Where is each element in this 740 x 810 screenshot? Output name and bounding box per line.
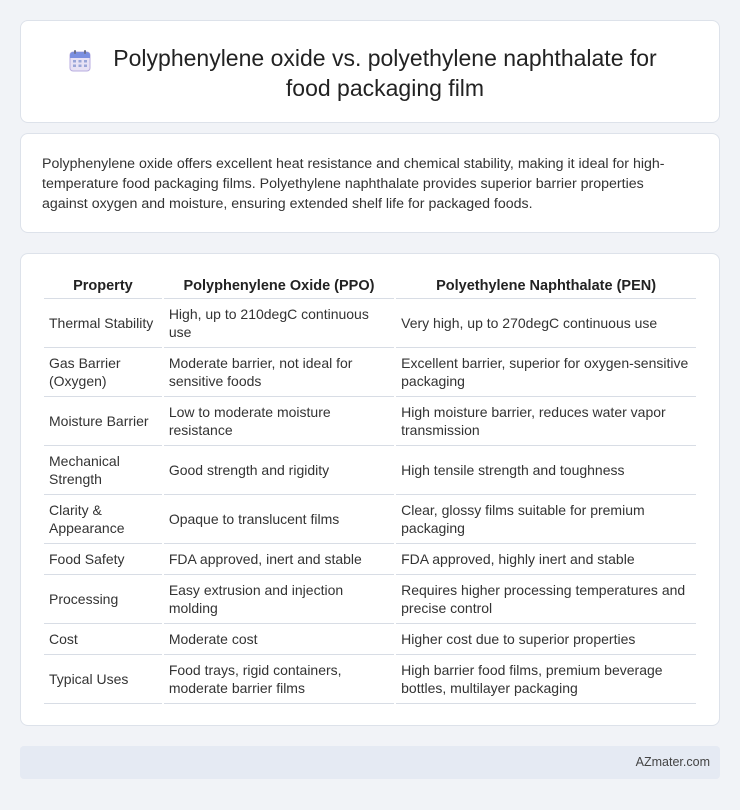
- ppo-cell: Easy extrusion and injection molding: [164, 575, 394, 624]
- property-cell: Gas Barrier (Oxygen): [44, 348, 162, 397]
- property-cell: Food Safety: [44, 544, 162, 575]
- pen-cell: High tensile strength and toughness: [396, 446, 696, 495]
- title-card: [20, 20, 720, 123]
- pen-cell: Excellent barrier, superior for oxygen-sensitive packaging: [396, 348, 696, 397]
- page-title: Polyphenylene oxide vs. polyethylene naphthalate for food packaging film: [113, 45, 657, 101]
- pen-cell: High moisture barrier, reduces water vapor transmission: [396, 397, 696, 446]
- table-row: [44, 446, 696, 495]
- pen-cell: Clear, glossy films suitable for premium packaging: [396, 495, 696, 544]
- ppo-cell: High, up to 210degC continuous use: [164, 299, 394, 348]
- property-cell: Typical Uses: [44, 655, 162, 704]
- property-cell: Thermal Stability: [44, 299, 162, 348]
- ppo-cell: Moderate cost: [164, 624, 394, 655]
- table-row: [44, 624, 696, 655]
- property-cell: Cost: [44, 624, 162, 655]
- ppo-cell: Good strength and rigidity: [164, 446, 394, 495]
- ppo-cell: Low to moderate moisture resistance: [164, 397, 394, 446]
- table-row: [44, 397, 696, 446]
- header-ppo: Polyphenylene Oxide (PPO): [164, 274, 394, 299]
- comparison-table: [42, 274, 698, 704]
- table-row: [44, 348, 696, 397]
- property-cell: Clarity & Appearance: [44, 495, 162, 544]
- ppo-cell: Moderate barrier, not ideal for sensitive foods: [164, 348, 394, 397]
- property-cell: Moisture Barrier: [44, 397, 162, 446]
- property-cell: Processing: [44, 575, 162, 624]
- table-row: [44, 299, 696, 348]
- property-cell: Mechanical Strength: [44, 446, 162, 495]
- comparison-table-card: [20, 253, 720, 726]
- table-header-row: [44, 274, 696, 299]
- summary-card: [20, 133, 720, 233]
- table-row: [44, 575, 696, 624]
- footer-bar: [20, 746, 720, 779]
- header-pen: Polyethylene Naphthalate (PEN): [396, 274, 696, 299]
- summary-text: Polyphenylene oxide offers excellent heat resistance and chemical stability, making it ideal for high-temperature food packaging films. Polyethylene naphthalate provides superior barrier properties against oxygen and moisture, ensuring extended shelf life for packaged foods.: [42, 156, 665, 212]
- ppo-cell: Opaque to translucent films: [164, 495, 394, 544]
- pen-cell: High barrier food films, premium beverage bottles, multilayer packaging: [396, 655, 696, 704]
- pen-cell: Higher cost due to superior properties: [396, 624, 696, 655]
- table-row: [44, 544, 696, 575]
- table-row: [44, 495, 696, 544]
- pen-cell: Requires higher processing temperatures and precise control: [396, 575, 696, 624]
- pen-cell: Very high, up to 270degC continuous use: [396, 299, 696, 348]
- header-property: Property: [44, 274, 162, 299]
- table-row: [44, 655, 696, 704]
- pen-cell: FDA approved, highly inert and stable: [396, 544, 696, 575]
- footer-brand-link[interactable]: AZmater.com: [635, 755, 710, 769]
- ppo-cell: Food trays, rigid containers, moderate barrier films: [164, 655, 394, 704]
- ppo-cell: FDA approved, inert and stable: [164, 544, 394, 575]
